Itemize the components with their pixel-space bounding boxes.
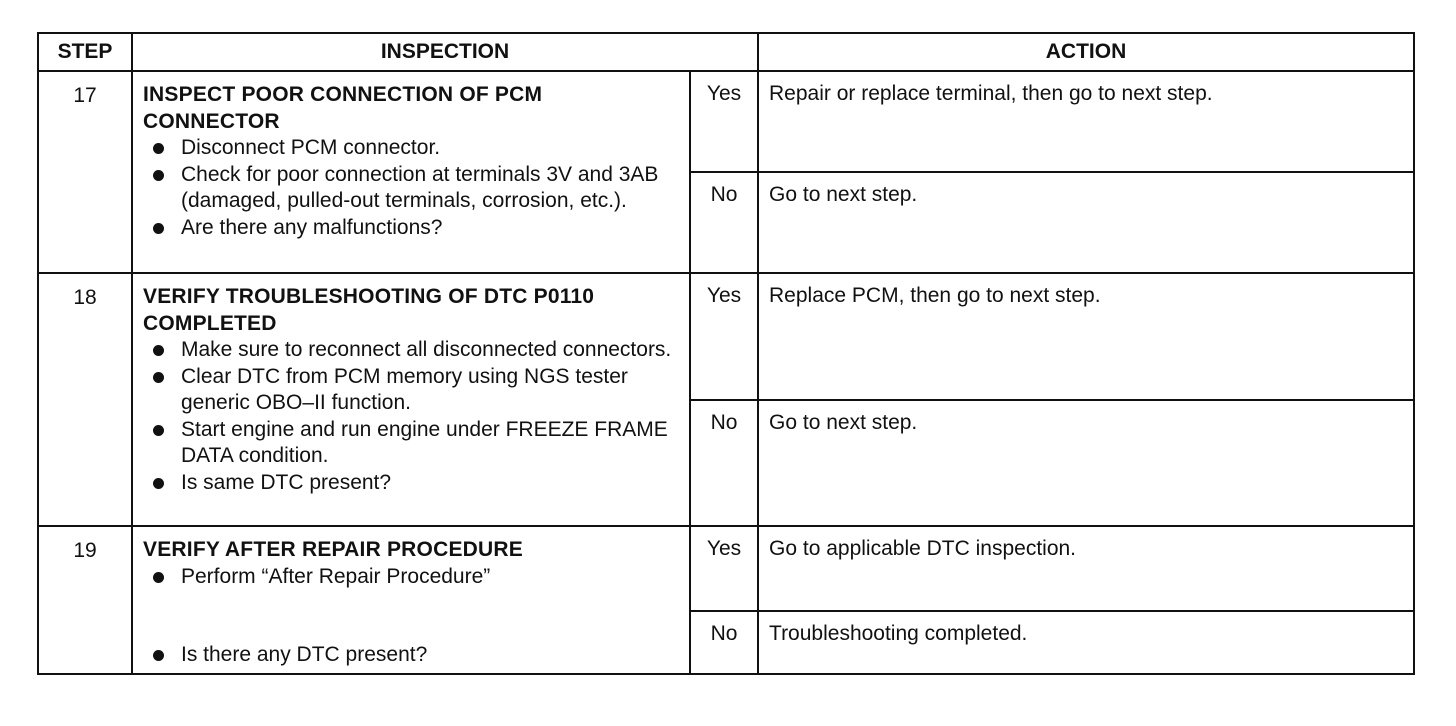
yes-label: Yes	[690, 71, 758, 172]
bullet-icon	[153, 170, 164, 181]
inspection-title-line: CONNECTOR	[143, 109, 280, 133]
inspection-list	[143, 564, 679, 669]
inspection-title-line: VERIFY TROUBLESHOOTING OF DTC P0110	[143, 285, 595, 308]
inspection-title-line: COMPLETED	[143, 311, 277, 335]
bullet-icon	[153, 223, 164, 234]
inspection-cell	[132, 526, 690, 674]
inspection-title	[143, 82, 679, 135]
list-item: Disconnect PCM connector.	[143, 135, 679, 162]
bullet-icon	[153, 650, 164, 661]
yes-action: Repair or replace terminal, then go to next step.	[758, 71, 1414, 172]
bullet-icon	[153, 425, 164, 436]
no-action: Troubleshooting completed.	[758, 611, 1414, 673]
table-row	[38, 273, 1414, 400]
troubleshooting-table	[37, 32, 1415, 675]
bullet-icon	[153, 572, 164, 583]
header-inspection: INSPECTION	[132, 33, 758, 71]
yes-label: Yes	[690, 526, 758, 611]
yes-label: Yes	[690, 273, 758, 400]
bullet-icon	[153, 345, 164, 356]
table-row	[38, 71, 1414, 172]
list-item: Start engine and run engine under FREEZE FRAME DATA condition.	[143, 417, 679, 470]
table-row	[38, 526, 1414, 611]
list-item: Clear DTC from PCM memory using NGS tester generic OBO–II function.	[143, 364, 679, 417]
inspection-list	[143, 337, 679, 496]
no-action: Go to next step.	[758, 400, 1414, 526]
header-action: ACTION	[758, 33, 1414, 71]
no-action: Go to next step.	[758, 172, 1414, 273]
step-number: 19	[38, 526, 132, 674]
inspection-title	[143, 284, 679, 337]
list-item: Are there any malfunctions?	[143, 215, 679, 242]
inspection-title	[143, 537, 679, 564]
inspection-cell	[132, 273, 690, 526]
inspection-cell	[132, 71, 690, 273]
list-item: Check for poor connection at terminals 3V and 3AB (damaged, pulled-out terminals, corrosion, etc.).	[143, 162, 679, 215]
yes-action: Go to applicable DTC inspection.	[758, 526, 1414, 611]
step-number: 18	[38, 273, 132, 526]
step-number: 17	[38, 71, 132, 273]
header-step: STEP	[38, 33, 132, 71]
no-label: No	[690, 611, 758, 673]
bullet-icon	[153, 143, 164, 154]
bullet-icon	[153, 372, 164, 383]
troubleshooting-table-sheet	[37, 32, 1413, 674]
yes-action: Replace PCM, then go to next step.	[758, 273, 1414, 400]
list-spacer	[143, 590, 679, 642]
table-header-row	[38, 33, 1414, 71]
no-label: No	[690, 400, 758, 526]
inspection-title-line: INSPECT POOR CONNECTION OF PCM	[143, 83, 543, 106]
bullet-icon	[153, 478, 164, 489]
list-item: Perform “After Repair Procedure”	[143, 564, 679, 591]
list-item: Make sure to reconnect all disconnected connectors.	[143, 337, 679, 364]
list-item: Is same DTC present?	[143, 470, 679, 497]
inspection-list	[143, 135, 679, 241]
list-item: Is there any DTC present?	[143, 642, 679, 669]
inspection-title-line: VERIFY AFTER REPAIR PROCEDURE	[143, 538, 523, 561]
no-label: No	[690, 172, 758, 273]
